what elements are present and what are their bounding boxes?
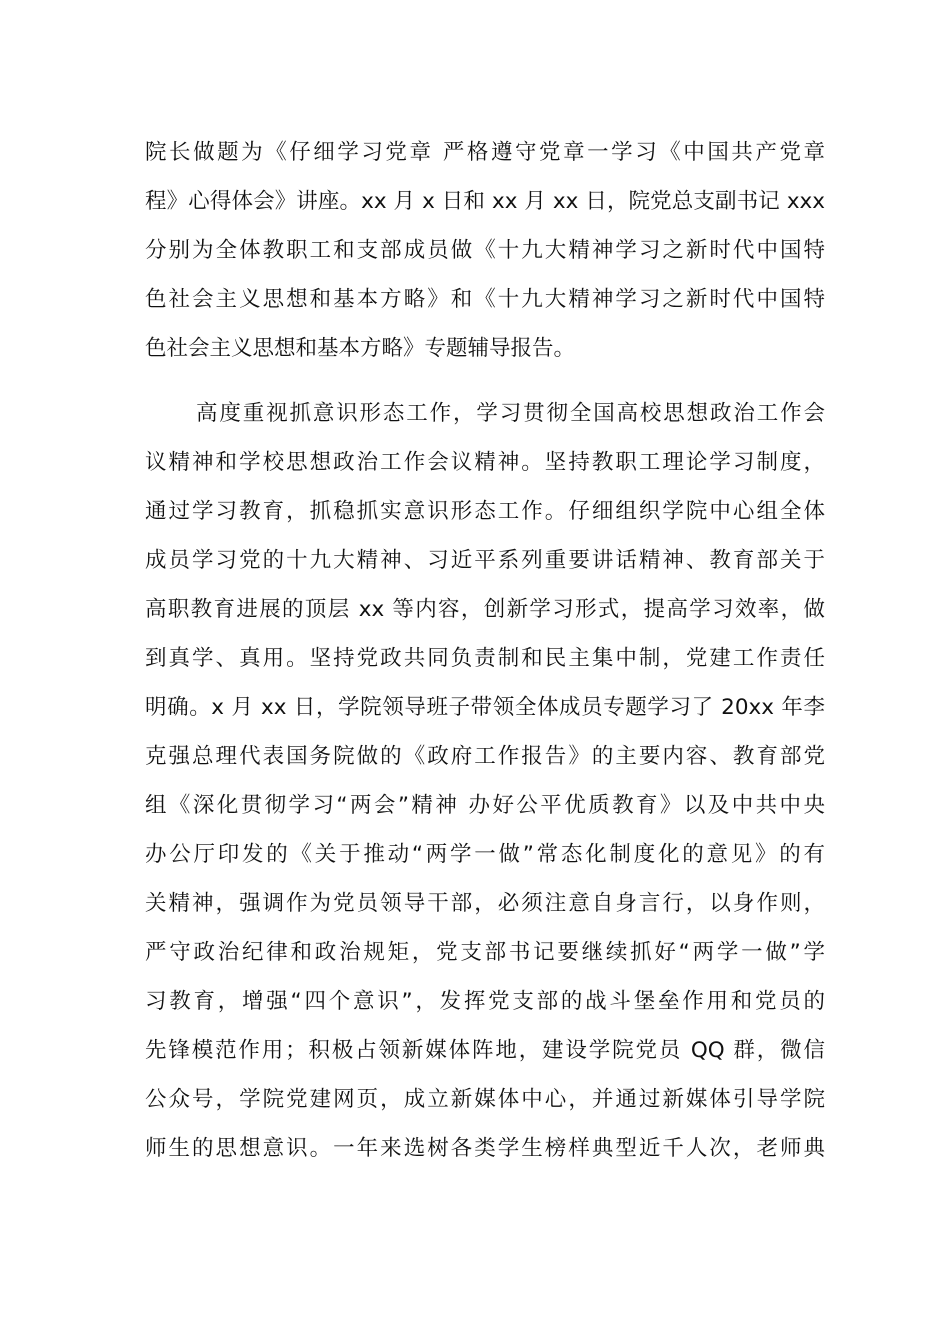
text-line: 师生的思想意识。一年来选树各类学生榜样典型近千人次，老师典 [145, 1136, 825, 1161]
text-line: 习教育，增强“四个意识”，发挥党支部的战斗堡垒作用和党员的 [145, 989, 825, 1014]
text-line: 关精神，强调作为党员领导干部，必须注意自身言行，以身作则， [145, 891, 825, 916]
text-line: 严守政治纪律和政治规矩，党支部书记要继续抓好“两学一做”学 [145, 940, 825, 965]
text-line: 高度重视抓意识形态工作，学习贯彻全国高校思想政治工作会 [196, 401, 825, 426]
text-line: 色社会主义思想和基本方略》和《十九大精神学习之新时代中国特 [145, 287, 825, 312]
text-line: 通过学习教育，抓稳抓实意识形态工作。仔细组织学院中心组全体 [145, 499, 825, 524]
text-line: 组《深化贯彻学习“两会”精神 办好公平优质教育》以及中共中央 [145, 793, 825, 818]
text-line: 色社会主义思想和基本方略》专题辅导报告。 [145, 336, 576, 361]
text-line: 到真学、真用。坚持党政共同负责制和民主集中制，党建工作责任 [145, 646, 825, 671]
text-line: 先锋模范作用；积极占领新媒体阵地，建设学院党员 QQ 群，微信 [145, 1038, 825, 1063]
text-line: 程》心得体会》讲座。xx 月 x 日和 xx 月 xx 日，院党总支副书记 xxx [145, 189, 825, 214]
text-line: 公众号，学院党建网页，成立新媒体中心，并通过新媒体引导学院 [145, 1087, 825, 1112]
text-line: 院长做题为《仔细学习党章 严格遵守党章一学习《中国共产党章 [145, 140, 825, 165]
text-line: 成员学习党的十九大精神、习近平系列重要讲话精神、教育部关于 [145, 548, 825, 573]
text-line: 议精神和学校思想政治工作会议精神。坚持教职工理论学习制度， [145, 450, 825, 475]
text-line: 克强总理代表国务院做的《政府工作报告》的主要内容、教育部党 [145, 744, 825, 769]
text-line: 分别为全体教职工和支部成员做《十九大精神学习之新时代中国特 [145, 238, 825, 263]
text-line: 高职教育进展的顶层 xx 等内容，创新学习形式，提高学习效率，做 [145, 597, 825, 622]
text-line: 明确。x 月 xx 日，学院领导班子带领全体成员专题学习了 20xx 年李 [145, 695, 825, 720]
text-line: 办公厅印发的《关于推动“两学一做”常态化制度化的意见》的有 [145, 842, 825, 867]
